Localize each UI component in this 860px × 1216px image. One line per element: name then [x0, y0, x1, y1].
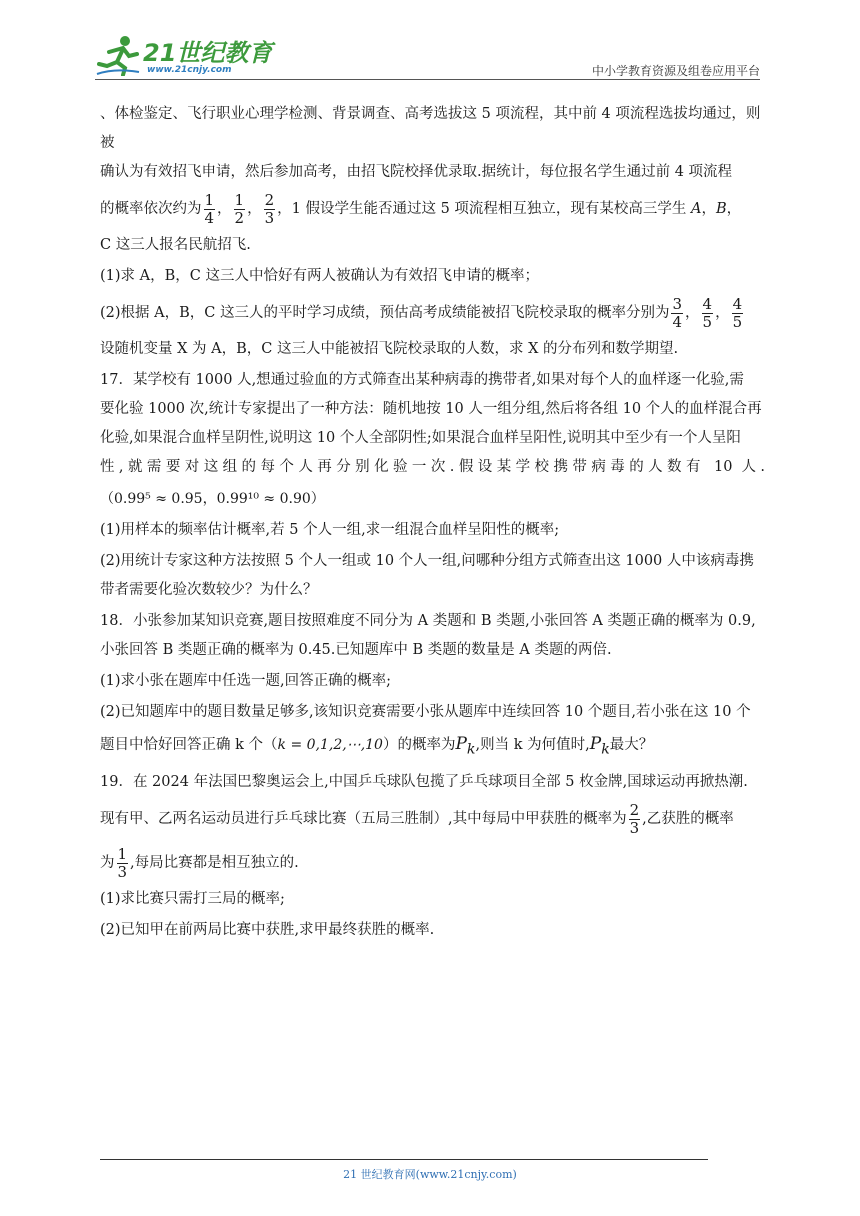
- pk-letter: P: [455, 734, 467, 754]
- q18-part-2-text-d: 最大？: [609, 737, 654, 753]
- fraction: [234, 192, 246, 227]
- q19-part-2: (2)已知甲在前两局比赛中获胜,求甲最终获胜的概率.: [100, 922, 435, 939]
- q16-part-1: (1)求 A，B，C 这三人中恰好有两人被确认为有效招飞申请的概率；: [100, 268, 539, 284]
- pk-letter: P: [589, 734, 602, 754]
- page-header: [95, 30, 760, 80]
- q19-part-1: (1)求比赛只需打三局的概率;: [100, 891, 285, 908]
- denominator: 4: [204, 208, 215, 227]
- q16-part-2-line-2: 设随机变量 X 为 A，B，C 这三人中能被招飞院校录取的人数，求 X 的分布列和数学期望.: [100, 341, 679, 357]
- q17-approximation: （0.99⁵ ≈ 0.95，0.99¹⁰ ≈ 0.90）: [100, 491, 325, 507]
- q18-part-2-text-b: ）的概率为: [382, 737, 456, 753]
- denominator: 4: [672, 312, 683, 331]
- q17-part-2-line-1: (2)用统计专家这种方法按照 5 个人一组或 10 个人一组,问哪种分组方式筛查出这 1000 人中该病毒携: [100, 553, 754, 569]
- numerator: 3: [672, 294, 683, 313]
- pk-symbol: [589, 734, 610, 758]
- numerator: 4: [732, 294, 743, 313]
- numerator: 2: [629, 800, 640, 819]
- denominator: 3: [629, 818, 640, 837]
- q18-line-1: 18．小张参加某知识竞赛,题目按照难度不同分为 A 类题和 B 类题,小张回答 A 类题正确的概率为 0.9,: [100, 613, 756, 629]
- k-range-math: k = 0,1,2,⋯,10: [277, 737, 383, 753]
- header-divider: [95, 79, 760, 80]
- q19-line-2-text: 现有甲、乙两名运动员进行乒乓球比赛（五局三胜制）,其中每局中甲获胜的概率为: [100, 811, 627, 828]
- q17-line-3: 化验,如果混合血样呈阴性,说明这 10 个人全部阴性;如果混合血样呈阳性,说明其中至少有一个人呈阳: [100, 430, 741, 446]
- fraction: [671, 296, 683, 331]
- numerator: 2: [264, 190, 275, 209]
- q17-line-4: 性,就需要对这组的每个人再分别化验一次.假设某学校携带病毒的人数有 10 人.: [100, 459, 765, 475]
- q19-line-3: [100, 841, 765, 885]
- q16-part-2-text: (2)根据 A，B，C 这三人的平时学习成绩，预估高考成绩能被招飞院校录取的概率分别为: [100, 305, 670, 321]
- q19-line-1: 19．在 2024 年法国巴黎奥运会上,中国乒乓球队包揽了乒乓球项目全部 5 枚金牌,国球运动再掀热潮.: [100, 774, 748, 791]
- fraction: [732, 296, 744, 331]
- q16-part-2: (2)根据 A，B，C 这三人的平时学习成绩，预估高考成绩能被招飞院校录取的概率分别为 $\frac{3}{4}$ ， $\frac{4}{5}$ ， $\frac{4}{5}$: [100, 294, 743, 331]
- numerator: 1: [204, 190, 215, 209]
- q17-part-2-line-2: 带者需要化验次数较少？为什么？: [100, 582, 318, 598]
- q16-line-4: C 这三人报名民航招飞.: [100, 237, 251, 253]
- fraction: [702, 296, 714, 331]
- q16-line-3: 的概率依次约为 $\frac{1}{4}$ ， $\frac{1}{2}$ ， $\frac{2}{3}$ ，1 假设学生能否通过这 5 项流程相互独立，现有某校高三学生 A，B，: [100, 190, 742, 227]
- q17-part-1: (1)用样本的频率估计概率,若 5 个人一组,求一组混合血样呈阳性的概率;: [100, 522, 560, 538]
- fraction: [629, 802, 641, 837]
- footer-divider: [100, 1159, 708, 1160]
- fraction: [117, 846, 129, 881]
- q18-part-2-line-1: (2)已知题库中的题目数量足够多,该知识竞赛需要小张从题库中连续回答 10 个题目,若小张在这 10 个: [100, 704, 751, 720]
- q16-line-3-text: 的概率依次约为: [100, 201, 202, 217]
- q16-line-2: 确认为有效招飞申请，然后参加高考，由招飞院校择优录取.据统计，每位报名学生通过前 4 项流程: [100, 164, 733, 180]
- q18-part-2-line-2: [100, 727, 765, 766]
- q19-line-3-text: 为: [100, 855, 115, 872]
- q19-line-3-tail: ,每局比赛都是相互独立的.: [130, 855, 299, 872]
- numerator: 1: [117, 844, 128, 863]
- logo: [95, 34, 272, 76]
- logo-url: www.21cnjy.com: [147, 65, 232, 75]
- fraction: [264, 192, 276, 227]
- runner-logo-icon: [95, 34, 141, 76]
- denominator: 5: [732, 312, 743, 331]
- q17-line-1: 17．某学校有 1000 人,想通过验血的方式筛查出某种病毒的携带者,如果对每个人的血样逐一化验,需: [100, 372, 744, 388]
- denominator: 3: [117, 862, 128, 881]
- q18-part-1: (1)求小张在题库中任选一题,回答正确的概率;: [100, 673, 392, 689]
- platform-name: 中小学教育资源及组卷应用平台: [591, 64, 760, 78]
- pk-subscript: k: [601, 741, 610, 758]
- q18-part-2-text-c: ,则当 k 为何值时,: [475, 737, 590, 753]
- numerator: 1: [234, 190, 245, 209]
- q16-line-3-tail: ，1 假设学生能否通过这 5 项流程相互独立，现有某校高三学生: [277, 201, 687, 217]
- denominator: 3: [264, 208, 275, 227]
- logo-title: 21世纪教育: [143, 39, 273, 67]
- fraction: [204, 192, 216, 227]
- document-body: [100, 100, 765, 945]
- pk-symbol: [455, 734, 476, 758]
- q17-line-2: 要化验 1000 次,统计专家提出了一种方法：随机地按 10 人一组分组,然后将各组 10 个人的血样混合再: [100, 401, 762, 417]
- q19-line-2-tail: ,乙获胜的概率: [642, 811, 734, 828]
- denominator: 5: [702, 312, 713, 331]
- q18-line-2: 小张回答 B 类题正确的概率为 0.45.已知题库中 B 类题的数量是 A 类题的两倍.: [100, 642, 612, 658]
- denominator: 2: [234, 208, 245, 227]
- q16-line-1: 、体检鉴定、飞行职业心理学检测、背景调查、高考选拔这 5 项流程，其中前 4 项流程选拔均通过，则被: [100, 106, 761, 151]
- pk-subscript: k: [466, 741, 476, 758]
- q18-part-2-text-a: 题目中恰好回答正确 k 个（: [100, 737, 278, 753]
- q19-line-2: [100, 797, 765, 841]
- numerator: 4: [702, 294, 713, 313]
- footer-link[interactable]: 21 世纪教育网(www.21cnjy.com): [343, 1168, 517, 1181]
